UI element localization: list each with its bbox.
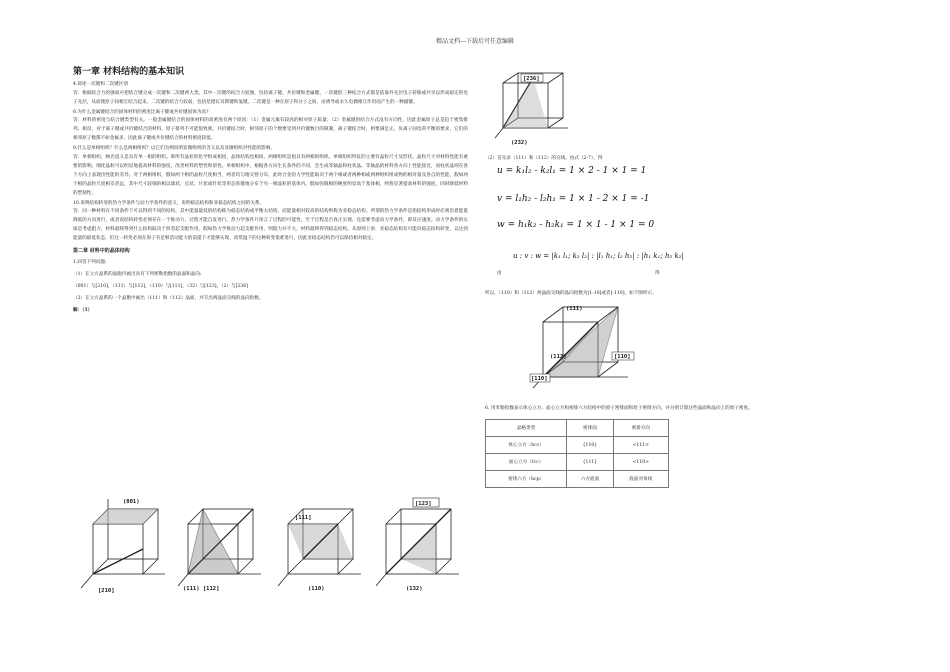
table-cell: 底面对角线	[613, 471, 668, 488]
ch2-solution: 解：（1）	[73, 308, 93, 314]
table-row	[486, 437, 669, 454]
close-packed-table	[485, 419, 669, 488]
equation-u: u = k₁l₂ - k₂l₁ = 1 × 2 - 1 × 1 = 1	[497, 166, 647, 176]
table-cell: <111>	[613, 437, 668, 454]
crystal-figures-row	[73, 494, 473, 594]
question-9: 9.什么是单相组织？什么是两相组织？以它们为例说明显微组织的含义以及显微组织对性能的影响。	[73, 146, 275, 152]
left-column	[73, 64, 468, 317]
text-get: 得	[655, 271, 660, 276]
fig3-top-label: [111]	[295, 515, 312, 521]
chapter2-title: 第二章 材料中的晶体结构	[73, 248, 130, 255]
ch2-part-1-list: （001）与[210]，（111）与[112]，（110）与[111]，（32）与[123]，（2）与[236]	[73, 284, 248, 290]
table-cell: <110>	[613, 454, 668, 471]
crystal-figure-3	[273, 494, 368, 594]
question-10: 10.说明结构转变的热力学条件与动力学条件的意义，说明稳态结构和亚稳态结构之间的关系。	[73, 200, 265, 206]
equation-v: v = l₁h₂ - l₂h₁ = 1 × 1 - 2 × 1 = -1	[497, 194, 650, 204]
intersection-conclusion: 所以，（110）和（112）两晶面交线的晶向指数为[1-10]或者[-110]，如下图所示。	[485, 291, 657, 296]
table-cell: 六方底面	[567, 471, 613, 488]
fig-110-right-label: [110]	[614, 354, 631, 360]
table-cell: {110}	[567, 437, 613, 454]
fig4-top-label: [123]	[415, 501, 432, 507]
table-header-row	[486, 420, 669, 437]
table-cell: {111}	[567, 454, 613, 471]
ch2-question-1: 1.回答下列问题:	[73, 260, 107, 266]
chapter1-title: 第一章 材料结构的基本知识	[73, 67, 185, 77]
question-4: 4.简述一次键和二次键区别	[73, 82, 128, 87]
answer-9: 答：单相组织，顾名思义是具有单一相的组织。即所有晶粒的化学组成相同，晶体结构也相同。两相组织是指具有两相的组织。单相组织特征的主要有晶粒尺寸及形状。晶粒尺寸对材料性能有重要的影响，细化晶粒可以明显地提高材料的强度，改善材料的塑性和韧性。单相组织中，根据各方向生长条件的不同，会生成等轴晶和柱状晶。等轴晶的材料各方向上性能接近，而柱状晶则在各个方向上表现出性能的差异。对于两相组织，假如两个相的晶粒尺度相当，两者均匀地交替分布，此时合金的力学性能取决于两个相或者两种相或两种组织组成物的相对量及各自的性能。假如两个相的晶粒尺度相差甚远，其中尺寸较细的相以球状、点状、片状或针状等形态弥散地分布于另一相晶粒的基体内。假如弥散相的硬度明显高于基体相，则将显著提高材料的强度，同时降低材料的塑韧性。	[73, 154, 468, 196]
fig-232-label: (232)	[511, 140, 528, 146]
fig1-top-label: (001)	[123, 499, 140, 505]
table-header: 密排面	[567, 420, 613, 437]
ch2-part-2: （2）在立方晶系的一个晶胞中画出（111）和（112）晶面，并写出两晶面交线的晶向指数。	[73, 296, 264, 302]
ch2-part-1: （1）在立方晶系的晶胞内画出具有下列密勒指数的晶面和晶向:	[73, 272, 202, 278]
crystal-figure-4	[371, 494, 466, 594]
question-6-dense: 6. 用米勒指数表示体心立方、面心立方和密排六方结构中的原子密排面和原子密排方向，并分别计算这些晶面和晶向上的原子密度。	[485, 406, 753, 411]
crystal-figure-236	[493, 68, 573, 152]
table-cell: 密排六方（hcp）	[486, 471, 567, 488]
equation-w: w = h₁k₂ - h₂k₁ = 1 × 1 - 1 × 1 = 0	[497, 220, 655, 230]
fig-111-label: (111)	[566, 306, 583, 312]
equation-uvw: u : v : w = |k₁ l₁; k₂ l₂| : |l₁ h₁; l₂ h₂| : |h₁ k₁; h₂ k₂|	[513, 252, 684, 260]
table-cell: 体心立方（bcc）	[486, 437, 567, 454]
fig3-bottom-label: (110)	[308, 586, 325, 592]
fig-110-left-label: [110]	[531, 376, 548, 382]
answer-4: 答：根据结合力的强弱可把结合键分成一次键和二次键两大类。其中一次键的结合力较强，包括离子键、共价键和金属键。一次键的三种结合方式都是依靠外壳层电子转移或共享以形成稳定的电子壳层，从而使原子间相互结合起来。二次键的结合力较弱，包括范德瓦耳斯键和氢键。二次键是一种在原子和分子之间，由诱导或永久电偶相互作用而产生的一种副键。	[73, 90, 468, 105]
table-row	[486, 454, 669, 471]
fig1-bottom-label: [210]	[98, 588, 115, 594]
intersection-intro: （2）首先求（111）和（112）的交线。由式（2-7），得	[485, 156, 603, 161]
fig2-bottom-label: (111) [112]	[183, 586, 220, 592]
crystal-figure-intersection	[528, 302, 638, 396]
fig4-bottom-label: (132)	[406, 586, 423, 592]
crystal-figure-2	[173, 494, 268, 594]
table-cell: 面心立方（fcc）	[486, 454, 567, 471]
table-row	[486, 471, 669, 488]
table-header: 晶格类型	[486, 420, 567, 437]
table-header: 密排方向	[613, 420, 668, 437]
answer-6: 答：材料的密度与结合键类型有关。一般金属键结合的固体材料的高密度有两个原因：（1）金属元素有较高的相对原子质量；（2）金属键的结合方式没有方向性，因此金属原子总是趋于密集排列。相反，对于离子键或共价键结合的材料，原子排列不可能很致密。共价键结合时，相邻原子的个数要受到共价键数目的限制，离子键结合时，则要满足正、负离子间电荷平衡的要求，它们的相邻原子数都不如金属多，因此离子键或共价键结合的材料密度较低。	[73, 118, 468, 142]
answer-10: 答：同一种材料在不同条件下可以得到不同的结构，其中能量最低的结构称为稳态结构或平衡太结构，而能量相对较高的结构则称为亚稳态结构。所谓的热力学条件是指结构形成时必须沿着能量降低的方向进行，或者说结构转变必须存在一个推动力，过程才能自发进行。热力学条件只预言了过程的可能性，至于过程是否真正实现，还需要考虑动力学条件，即反应速度。动力学条件的实质是考虑阻力，材料最终得到什么结构取决于何者起支配作用，假如热力学推动力起支配作用，则阻力并不大，材料最终得到稳态结构。从原则上讲，亚稳态结构有可能向稳态结构转变，以达到能量的最低状态，但这一转变必须在原子有足够活动能力的前提下才能够实现，而常温下的这种转变很难进行，因此亚稳态结构仍可以保持相对稳定。	[73, 209, 468, 242]
header-note: 精品文档---下载后可任意编辑	[435, 38, 515, 45]
question-6: 6.为什么金属键结合的固体材料的密度比离子键或共价键固体为高?	[73, 109, 209, 115]
crystal-figure-1	[73, 494, 168, 594]
fig-112-label: (112)	[550, 354, 567, 360]
fig-236-label: [236]	[523, 76, 540, 82]
text-by: 由	[497, 271, 502, 276]
